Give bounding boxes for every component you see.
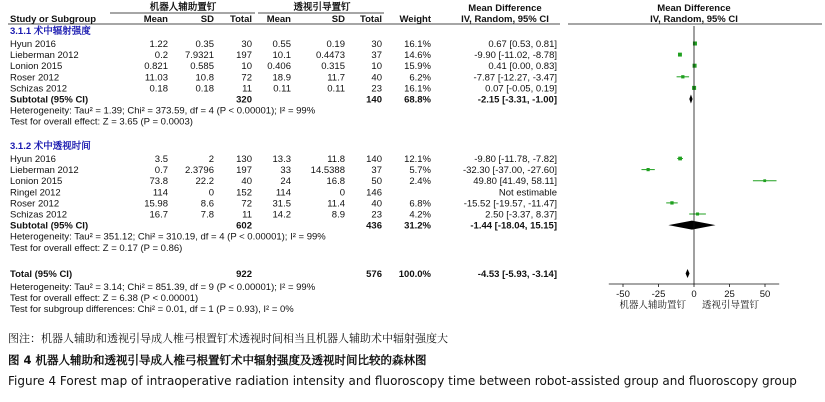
- mean1-cell: 73.8: [149, 176, 168, 188]
- total1-cell: 152: [236, 187, 252, 199]
- subtotal-total1: 320: [236, 94, 252, 106]
- subtotal-label: Subtotal (95% CI): [10, 94, 89, 106]
- subgroup-title: 3.1.1 术中辐射强度: [10, 26, 91, 37]
- mean1-cell: 3.5: [154, 154, 168, 165]
- ci-cell: Not estimable: [498, 187, 557, 199]
- total-ci: -4.53 [-5.93, -3.14]: [477, 269, 557, 280]
- weight-cell: 4.2%: [409, 209, 431, 221]
- weight-cell: 16.1%: [404, 83, 431, 95]
- sd2-cell: 0.11: [327, 83, 345, 95]
- total2-cell: 37: [371, 50, 382, 62]
- mean2-cell: 33: [280, 165, 291, 177]
- sd1-cell: 7.9321: [184, 50, 214, 62]
- mean2-cell: 0.55: [272, 39, 291, 50]
- figure-title-zh: 图 4 机器人辅助和透视引导成人椎弓根置钉术中辐射强度及透视时间比较的森林图: [8, 353, 427, 367]
- study-name: Lieberman 2012: [10, 165, 79, 177]
- total-overall-effect-text: Test for overall effect: Z = 6.38 (P < 0.00001): [10, 293, 199, 304]
- sd2-cell: 16.8: [326, 176, 345, 188]
- ci-cell: -32.30 [-37.00, -27.60]: [462, 165, 557, 177]
- total1-cell: 197: [236, 165, 252, 177]
- ci-cell: -9.80 [-11.78, -7.82]: [474, 154, 557, 165]
- study-name: Lonion 2015: [10, 61, 63, 73]
- sd1-cell: 0: [208, 187, 214, 199]
- subtotal-diamond: [689, 95, 692, 104]
- study-point: [670, 201, 673, 204]
- mean1-cell: 0.821: [144, 61, 168, 73]
- subtotal-total2: 140: [366, 94, 382, 106]
- heterogeneity-text: Heterogeneity: Tau² = 351.12; Chi² = 310.19, df = 4 (P < 0.00001); I² = 99%: [10, 231, 326, 243]
- sd2-cell: 0: [339, 187, 345, 199]
- total1-header: Total: [230, 14, 252, 25]
- weight-cell: 12.1%: [404, 154, 431, 165]
- subtotal-total2: 436: [366, 220, 382, 232]
- favours-right-label: 透视引导置钉: [702, 300, 760, 311]
- weight-cell: 2.4%: [409, 176, 431, 188]
- weight-cell: 16.1%: [404, 39, 431, 50]
- sd1-cell: 0.18: [195, 83, 214, 95]
- subtotal-weight: 68.8%: [404, 94, 431, 106]
- sd1-cell: 0.35: [195, 39, 214, 50]
- mean1-cell: 0.7: [154, 165, 168, 177]
- sd2-cell: 0.4473: [315, 50, 345, 62]
- ci-cell: 0.07 [-0.05, 0.19]: [485, 83, 557, 95]
- study-point: [678, 53, 682, 57]
- total1-cell: 197: [236, 50, 252, 62]
- total2-cell: 23: [371, 209, 382, 221]
- md-header: Mean Difference: [468, 3, 542, 14]
- subtotal-ci: -1.44 [-18.04, 15.15]: [470, 220, 557, 232]
- sd2-cell: 14.5388: [310, 165, 345, 177]
- sd1-cell: 0.585: [190, 61, 214, 73]
- total-n2: 576: [366, 269, 382, 280]
- total1-cell: 10: [241, 61, 252, 73]
- mean2-cell: 10.1: [272, 50, 291, 62]
- group1-header: 机器人辅助置钉: [149, 2, 217, 13]
- subgroup-diff-text: Test for subgroup differences: Chi² = 0.01, df = 1 (P = 0.93), I² = 0%: [10, 304, 294, 315]
- study-name: Ringel 2012: [10, 187, 61, 199]
- mean1-cell: 1.22: [149, 39, 168, 50]
- mean2-cell: 31.5: [272, 198, 291, 210]
- mean2-cell: 24: [280, 176, 291, 188]
- study-point: [647, 168, 650, 171]
- md-sub-header: IV, Random, 95% CI: [461, 14, 549, 25]
- total1-cell: 40: [241, 176, 252, 188]
- study-point: [678, 157, 682, 161]
- sd2-cell: 11.8: [327, 154, 345, 165]
- study-name: Roser 2012: [10, 198, 60, 210]
- study-name: Lieberman 2012: [10, 50, 79, 62]
- subtotal-ci: -2.15 [-3.31, -1.00]: [477, 94, 557, 106]
- subgroup-title: 3.1.2 术中透视时间: [10, 141, 91, 152]
- x-tick-label: 25: [724, 289, 735, 300]
- sd1-cell: 7.8: [200, 209, 214, 221]
- total-n1: 922: [236, 269, 252, 280]
- sd1-cell: 2: [208, 154, 214, 165]
- sd2-cell: 11.4: [327, 198, 345, 210]
- study-name: Roser 2012: [10, 72, 60, 84]
- mean2-cell: 13.3: [272, 154, 291, 165]
- mean2-cell: 0.406: [267, 61, 291, 73]
- total1-cell: 30: [241, 39, 252, 50]
- subtotal-diamond: [668, 221, 715, 230]
- total-label: Total (95% CI): [10, 269, 73, 280]
- ci-cell: 2.50 [-3.37, 8.37]: [485, 209, 557, 221]
- mean1-cell: 16.7: [149, 209, 168, 221]
- total2-cell: 40: [371, 198, 382, 210]
- plot-md-header: Mean Difference: [657, 3, 731, 14]
- total2-cell: 50: [371, 176, 382, 188]
- x-tick-label: 0: [691, 289, 697, 300]
- study-point: [696, 212, 699, 215]
- x-tick-label: -50: [616, 289, 630, 300]
- total-diamond: [686, 269, 690, 278]
- mean2-cell: 0.11: [273, 83, 291, 95]
- overall-effect-text: Test for overall effect: Z = 0.17 (P = 0.86): [10, 242, 183, 254]
- weight-cell: 6.8%: [409, 198, 431, 210]
- total1-cell: 11: [242, 209, 252, 221]
- mean2-cell: 114: [275, 187, 291, 199]
- subtotal-weight: 31.2%: [404, 220, 431, 232]
- weight-cell: 5.7%: [409, 165, 431, 177]
- mean1-cell: 0.18: [149, 83, 168, 95]
- mean1-header: Mean: [143, 14, 168, 25]
- study-name: Hyun 2016: [10, 39, 56, 50]
- subtotal-total1: 602: [236, 220, 252, 232]
- weight-cell: 14.6%: [404, 50, 431, 62]
- total2-cell: 23: [371, 83, 382, 95]
- mean1-cell: 0.2: [154, 50, 168, 62]
- sd1-header: SD: [200, 14, 214, 25]
- ci-cell: 49.80 [41.49, 58.11]: [473, 176, 557, 188]
- ci-cell: 0.41 [0.00, 0.83]: [488, 61, 557, 73]
- study-point: [763, 179, 766, 182]
- study-point: [693, 41, 697, 45]
- total2-cell: 40: [371, 72, 382, 84]
- x-tick-label: -25: [651, 289, 666, 300]
- total2-cell: 30: [371, 39, 382, 50]
- study-point: [681, 75, 684, 78]
- ci-cell: -9.90 [-11.02, -8.78]: [474, 50, 557, 62]
- sd2-cell: 0.315: [321, 61, 345, 73]
- sd1-cell: 2.3796: [184, 165, 214, 177]
- mean2-cell: 14.2: [272, 209, 291, 221]
- sd1-cell: 8.6: [200, 198, 214, 210]
- sd2-cell: 8.9: [331, 209, 345, 221]
- study-header: Study or Subgroup: [10, 14, 97, 25]
- mean2-header: Mean: [266, 14, 291, 25]
- total2-cell: 37: [371, 165, 382, 177]
- sd1-cell: 10.8: [195, 72, 214, 84]
- total1-cell: 130: [236, 154, 252, 165]
- x-tick-label: 50: [759, 289, 771, 300]
- sd2-header: SD: [331, 14, 345, 25]
- weight-header: Weight: [399, 14, 431, 25]
- mean1-cell: 114: [152, 187, 168, 199]
- study-name: Schizas 2012: [10, 83, 68, 95]
- total1-cell: 72: [241, 72, 252, 84]
- total2-cell: 146: [366, 187, 382, 199]
- total-weight: 100.0%: [398, 269, 431, 280]
- ci-cell: -15.52 [-19.57, -11.47]: [463, 198, 557, 210]
- subtotal-label: Subtotal (95% CI): [10, 220, 89, 232]
- ci-cell: -7.87 [-12.27, -3.47]: [473, 72, 557, 84]
- heterogeneity-text: Heterogeneity: Tau² = 1.39; Chi² = 373.59, df = 4 (P < 0.00001); I² = 99%: [10, 105, 316, 117]
- ci-cell: 0.67 [0.53, 0.81]: [488, 39, 557, 50]
- mean1-cell: 11.03: [144, 72, 168, 84]
- study-point: [693, 64, 697, 68]
- figure-note: 图注：机器人辅助和透视引导成人椎弓根置钉术透视时间相当且机器人辅助术中辐射强度大: [8, 332, 448, 345]
- study-name: Lonion 2015: [10, 176, 63, 188]
- study-name: Schizas 2012: [10, 209, 68, 221]
- total2-cell: 140: [366, 154, 382, 165]
- sd1-cell: 22.2: [195, 176, 214, 188]
- total2-cell: 10: [371, 61, 382, 73]
- study-name: Hyun 2016: [10, 154, 56, 165]
- mean2-cell: 18.9: [272, 72, 291, 84]
- total1-cell: 11: [242, 83, 252, 95]
- total2-header: Total: [360, 14, 382, 25]
- weight-cell: 6.2%: [409, 72, 431, 84]
- sd2-cell: 0.19: [326, 39, 345, 50]
- sd2-cell: 11.7: [327, 72, 345, 84]
- favours-left-label: 机器人辅助置钉: [619, 300, 686, 311]
- group2-header: 透视引导置钉: [293, 2, 351, 13]
- total1-cell: 72: [241, 198, 252, 210]
- plot-md-sub-header: IV, Random, 95% CI: [650, 14, 738, 25]
- weight-cell: 15.9%: [404, 61, 431, 73]
- figure-title-en: Figure 4 Forest map of intraoperative radiation intensity and fluoroscopy time between robot-assisted group and fluoroscopy group: [8, 374, 797, 388]
- mean1-cell: 15.98: [144, 198, 168, 210]
- total-heterogeneity-text: Heterogeneity: Tau² = 3.14; Chi² = 851.39, df = 9 (P < 0.00001); I² = 99%: [10, 282, 316, 293]
- overall-effect-text: Test for overall effect: Z = 3.65 (P = 0.0003): [10, 116, 193, 128]
